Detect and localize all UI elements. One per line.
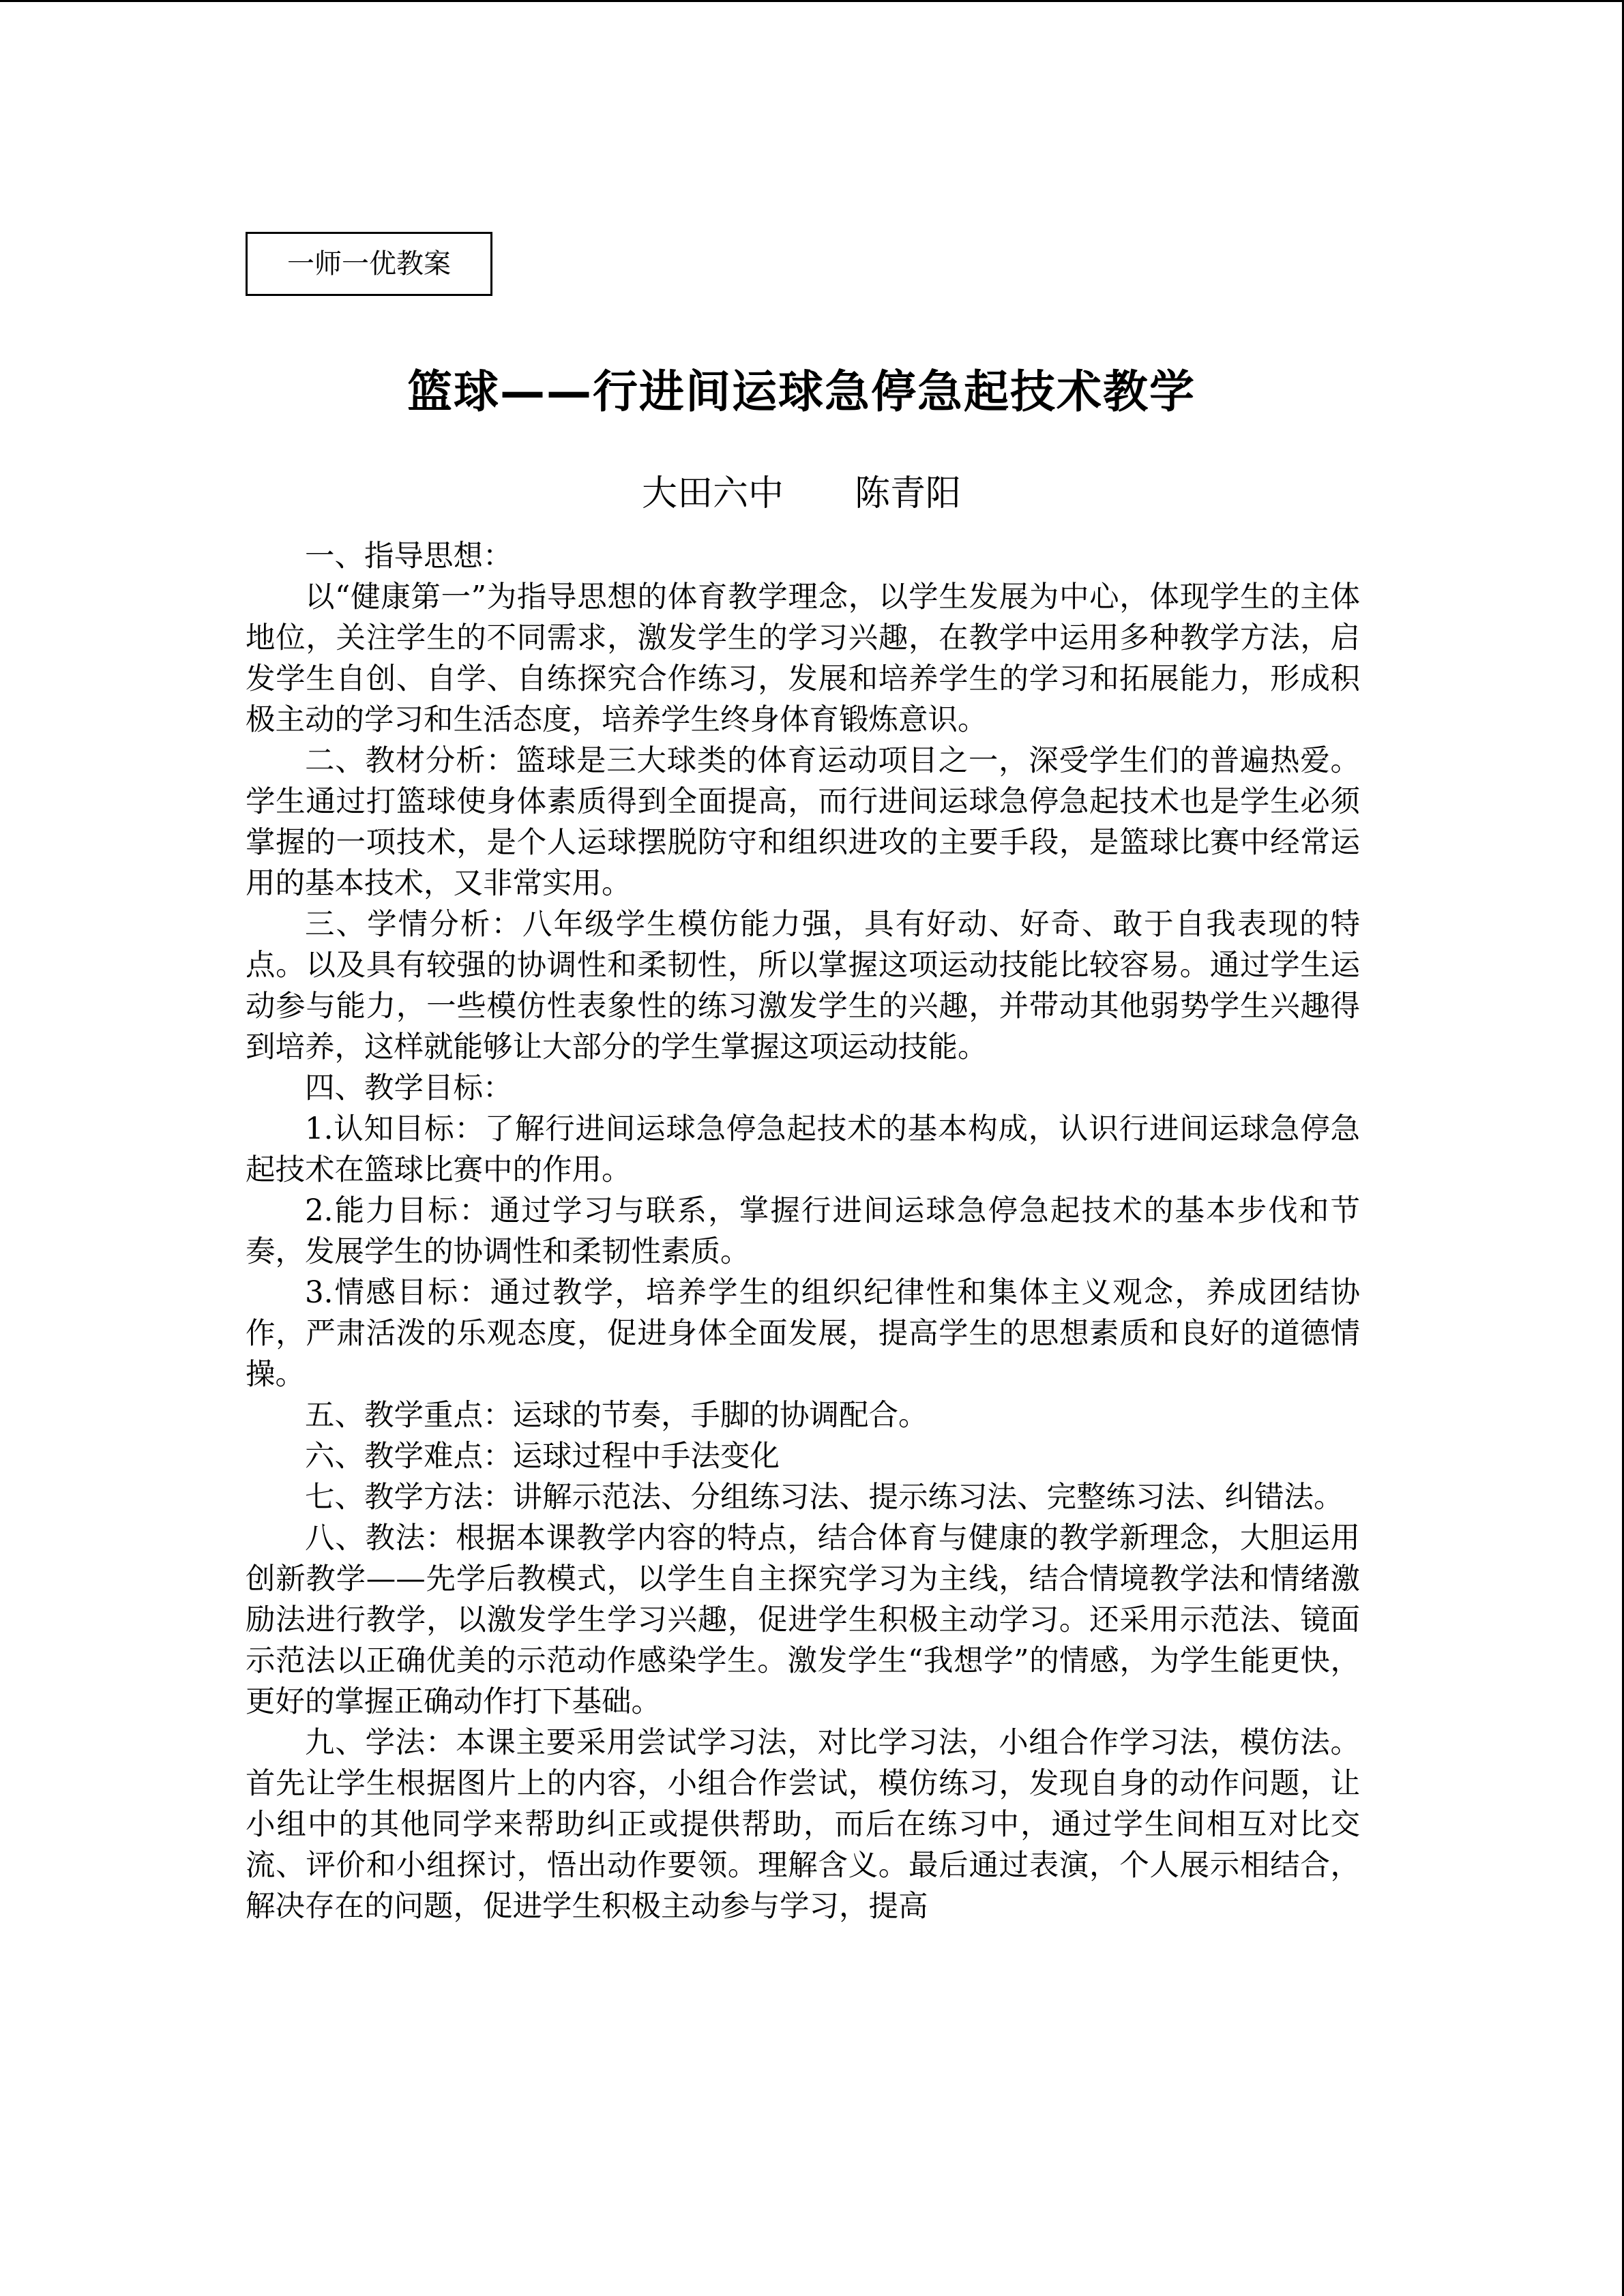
section-heading-teaching-goals: 四、教学目标： — [305, 1071, 513, 1105]
document-title: 篮球——行进间运球急停急起技术教学 — [407, 366, 1196, 418]
lesson-plan-tag-label: 一师一优教案 — [287, 248, 451, 280]
paragraph-guiding-thought: 以“健康第一”为指导思想的体育教学理念，以学生发展为中心，体现学生的主体地位，关注学生的不同需求，激发学生的学习兴趣，在教学中运用多种教学方法，启发学生自创、自学、自练探究合作练习，发展和培养学生的学习和拓展能力，形成积极主动的学习和生活态度，培养学生终身体育锻炼意识。 — [246, 580, 1360, 737]
paragraph-learning-methods: 九、学法：本课主要采用尝试学习法，对比学习法，小组合作学习法，模仿法。首先让学生根据图片上的内容，小组合作尝试，模仿练习，发现自身的动作问题，让小组中的其他同学来帮助纠正或提供帮助，而后在练习中，通过学生间相互对比交流、评价和小组探讨，悟出动作要领。理解含义。最后通过表演，个人展示相结合，解决存在的问题，促进学生积极主动参与学习，提高 — [246, 1726, 1360, 1924]
paragraph-teaching-focus: 五、教学重点：运球的节奏，手脚的协调配合。 — [305, 1399, 928, 1433]
paragraph-instruction-methods: 八、教法：根据本课教学内容的特点，结合体育与健康的教学新理念，大胆运用创新教学——先学后教模式，以学生自主探究学习为主线，结合情境教学法和情绪激励法进行教学，以激发学生学习兴趣，促进学生积极主动学习。还采用示范法、镜面示范法以正确优美的示范动作感染学生。激发学生“我想学”的情感，为学生能更快，更好的掌握正确动作打下基础。 — [246, 1521, 1360, 1719]
section-heading-guiding-thought: 一、指导思想： — [305, 539, 513, 573]
paragraph-ability-goal: 2.能力目标：通过学习与联系，掌握行进间运球急停急起技术的基本步伐和节奏，发展学生的协调性和柔韧性素质。 — [246, 1194, 1360, 1269]
page-border-top — [0, 0, 1624, 2]
paragraph-material-analysis: 二、教材分析：篮球是三大球类的体育运动项目之一，深受学生们的普遍热爱。学生通过打篮球使身体素质得到全面提高，而行进间运球急停急起技术也是学生必须掌握的一项技术，是个人运球摆脱防守和组织进攻的主要手段，是篮球比赛中经常运用的基本技术，又非常实用。 — [246, 744, 1360, 901]
author-line: 大田六中 陈青阳 — [641, 473, 961, 514]
lesson-plan-tag — [246, 232, 492, 296]
paragraph-emotional-goal: 3.情感目标：通过教学，培养学生的组织纪律性和集体主义观念，养成团结协作，严肃活泼的乐观态度，促进身体全面发展，提高学生的思想素质和良好的道德情操。 — [246, 1276, 1360, 1392]
paragraph-learner-analysis: 三、学情分析：八年级学生模仿能力强，具有好动、好奇、敢于自我表现的特点。以及具有较强的协调性和柔韧性，所以掌握这项运动技能比较容易。通过学生运动参与能力，一些模仿性表象性的练习激发学生的兴趣，并带动其他弱势学生兴趣得到培养，这样就能够让大部分的学生掌握这项运动技能。 — [246, 908, 1360, 1064]
paragraph-teaching-methods: 七、教学方法：讲解示范法、分组练习法、提示练习法、完整练习法、纠错法。 — [305, 1480, 1344, 1515]
document-body — [246, 536, 1360, 1927]
paragraph-cognitive-goal: 1.认知目标：了解行进间运球急停急起技术的基本构成，认识行进间运球急停急起技术在篮球比赛中的作用。 — [246, 1112, 1360, 1187]
paragraph-teaching-difficulty: 六、教学难点：运球过程中手法变化 — [305, 1440, 780, 1474]
